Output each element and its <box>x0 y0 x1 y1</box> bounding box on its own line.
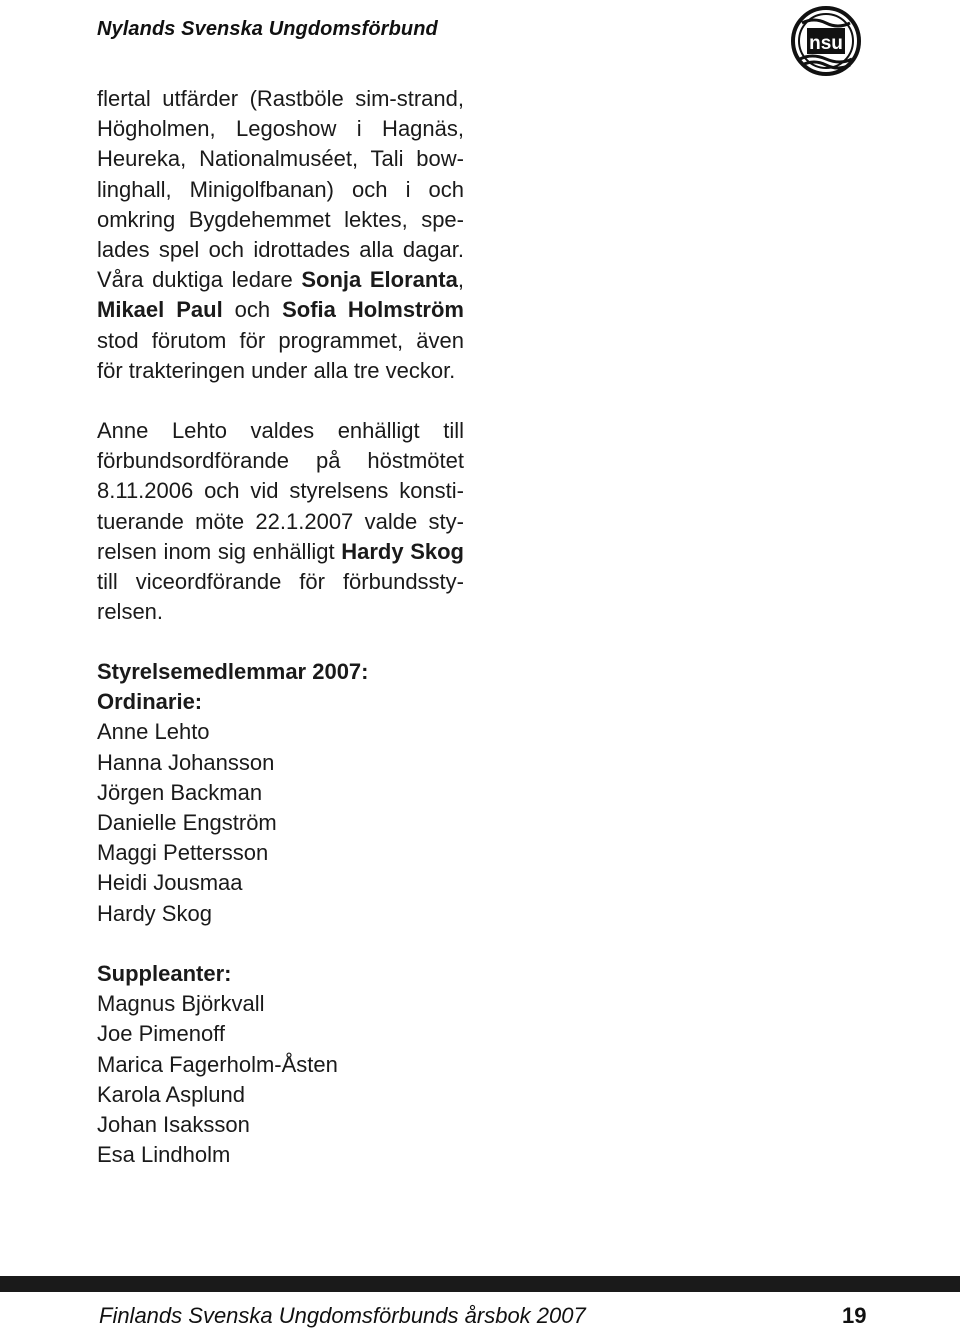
list-item: Jörgen Backman <box>97 779 263 805</box>
leader-name: Sonja Eloranta <box>301 267 458 293</box>
leader-name: Mikael Paul <box>97 297 223 323</box>
article-text <box>97 84 464 627</box>
text-line: linghall, Minigolfbanan) och i och <box>97 176 464 202</box>
list-item: Maggi Pettersson <box>97 840 269 866</box>
ordinary-heading: Ordinarie: <box>97 689 203 715</box>
board-members-list <box>97 657 369 929</box>
text-line: Högholmen, Legoshow i Hagnäs, <box>97 116 464 142</box>
list-item: Anne Lehto <box>97 719 210 745</box>
text-line: tuerande möte 22.1.2007 valde sty- <box>97 508 464 534</box>
deputies-heading: Suppleanter: <box>97 961 232 986</box>
text-line: lades spel och idrottades alla dagar. <box>97 237 464 263</box>
text-line: Anne Lehto valdes enhälligt till <box>97 418 464 444</box>
list-item: Karola Asplund <box>97 1081 245 1107</box>
text-line: relsen inom sig enhälligt Hardy Skog <box>97 538 464 564</box>
text-line: Mikael Paul och Sofia Holmström <box>97 297 464 323</box>
text-line: Heureka, Nationalmuséet, Tali bow- <box>97 146 464 172</box>
text-line: förbundsordförande på höstmötet <box>97 448 464 474</box>
list-item: Heidi Jousmaa <box>97 870 243 896</box>
text-line: omkring Bygdehemmet lektes, spe- <box>97 206 464 232</box>
footer-divider <box>0 1276 960 1292</box>
deputies-list <box>97 959 338 1170</box>
list-item: Hanna Johansson <box>97 749 275 775</box>
page-header-title: Nylands Svenska Ungdomsförbund <box>97 18 438 40</box>
text-line: Våra duktiga ledare Sonja Eloranta, <box>97 267 464 293</box>
text-line: 8.11.2006 och vid styrelsens konsti- <box>97 478 464 504</box>
svg-text:nsu: nsu <box>809 33 843 54</box>
text-line: stod förutom för programmet, även <box>97 327 464 353</box>
board-heading: Styrelsemedlemmar 2007: <box>97 659 369 684</box>
text-line: relsen. <box>97 599 164 625</box>
list-item: Joe Pimenoff <box>97 1021 226 1047</box>
list-item: Marica Fagerholm-Åsten <box>97 1051 338 1077</box>
list-item: Johan Isaksson <box>97 1112 250 1138</box>
text-line: för trakteringen under alla tre veckor. <box>97 357 456 383</box>
list-item: Danielle Engström <box>97 810 277 836</box>
list-item: Hardy Skog <box>97 900 212 926</box>
text-line: flertal utfärder (Rastböle sim-strand, <box>97 86 464 111</box>
list-item: Magnus Björkvall <box>97 991 265 1017</box>
list-item: Esa Lindholm <box>97 1142 231 1168</box>
footer-title: Finlands Svenska Ungdomsförbunds årsbok 2007 <box>99 1303 586 1328</box>
text-line: till viceordförande för förbundssty- <box>97 569 464 595</box>
page-number: 19 <box>842 1303 867 1328</box>
vice-chair-name: Hardy Skog <box>341 538 464 564</box>
leader-name: Sofia Holmström <box>282 297 464 323</box>
nsu-logo-icon <box>790 5 862 77</box>
